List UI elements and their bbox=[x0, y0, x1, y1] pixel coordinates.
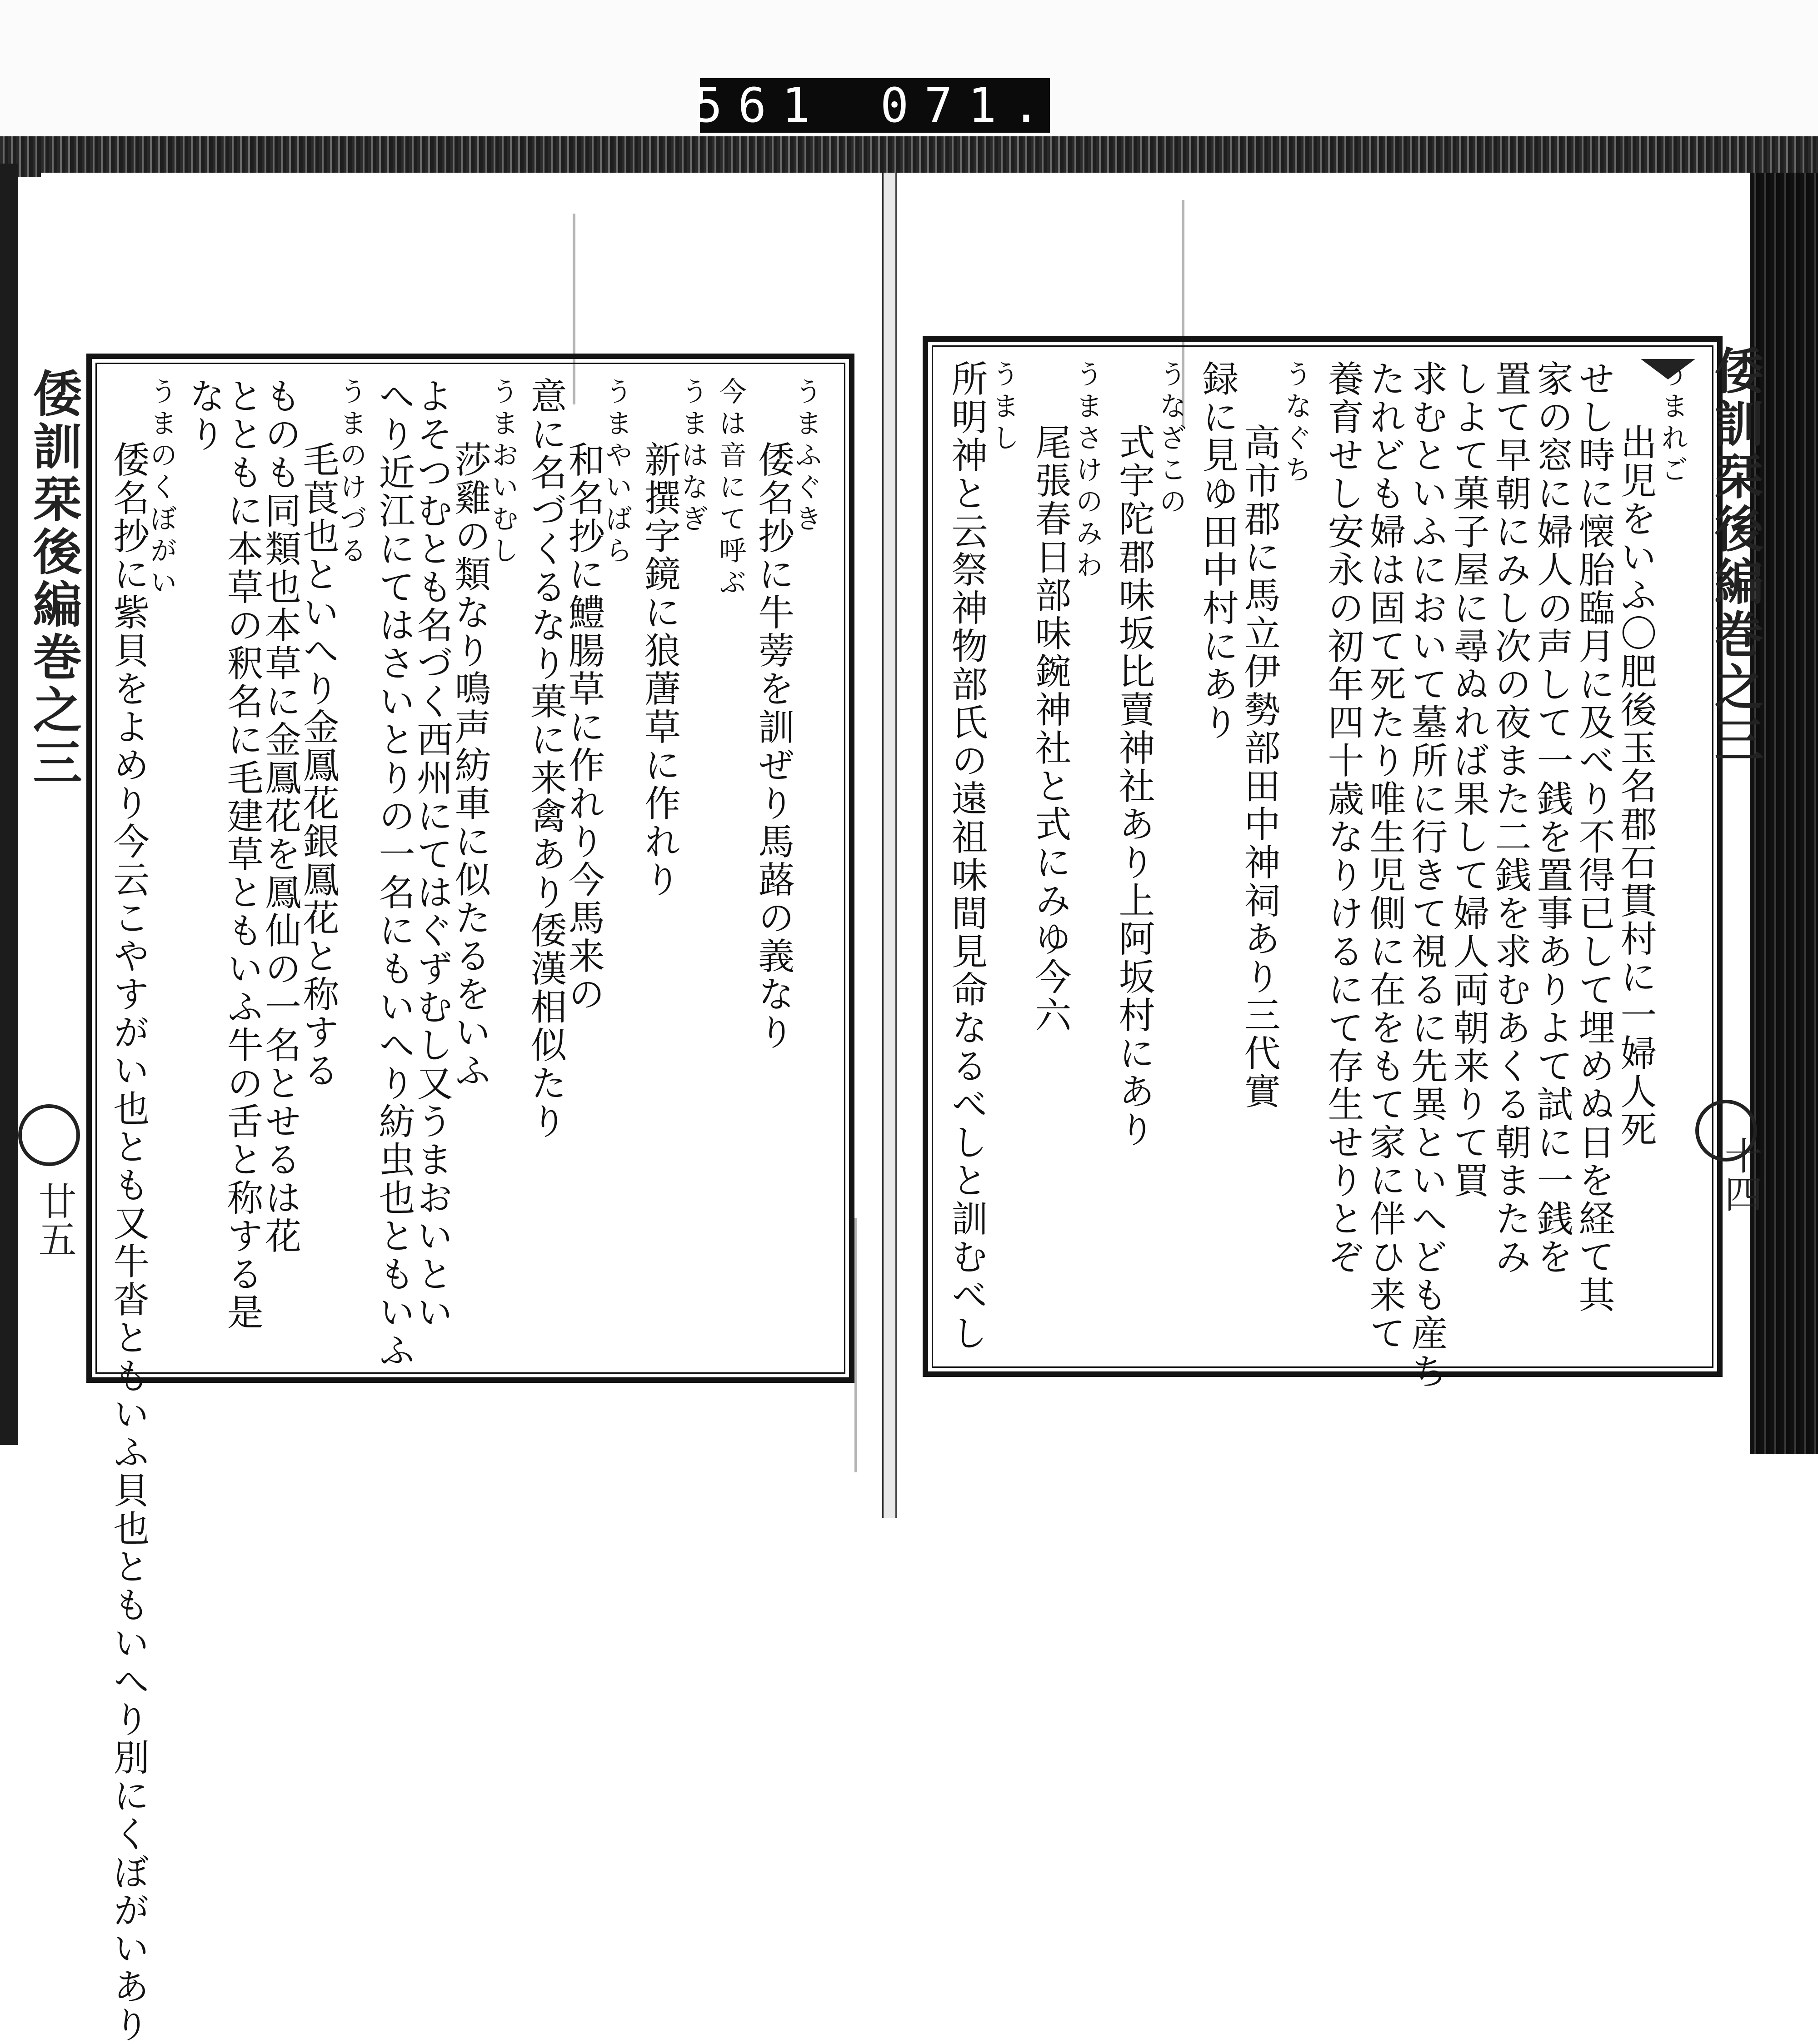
text-column: うまのけづる bbox=[335, 377, 367, 568]
text-column: うまし bbox=[988, 360, 1019, 455]
text-column: うまはなぎ bbox=[676, 377, 709, 536]
text-column: 莎雞の類なり鳴声紡車に似たるをいふ bbox=[449, 441, 491, 1090]
left-ring-mark bbox=[18, 1104, 80, 1166]
text-column: 倭名抄に牛蒡を訓ぜり馬蕗の義なり bbox=[752, 441, 794, 1052]
book-top-edge bbox=[0, 136, 1818, 177]
text-column: うまふぐき bbox=[790, 377, 823, 536]
text-column: うなざこの bbox=[1155, 360, 1187, 519]
paper-crack bbox=[854, 1218, 857, 1472]
text-column: うなぐち bbox=[1280, 360, 1312, 487]
book-gutter bbox=[882, 173, 897, 1518]
text-column: 式宇陀郡味坂比賣神社あり上阿坂村にあり bbox=[1113, 424, 1155, 1149]
text-column: 置て早朝にみし次の夜また二銭を求むあくる朝またみ bbox=[1489, 360, 1531, 1276]
text-column: 出児をいふ〇肥後玉名郡石貫村に一婦人死 bbox=[1614, 424, 1657, 1149]
text-column: うまやいばら bbox=[600, 377, 633, 568]
text-column: 養育せし安永の初年四十歳なりけるにて存生せりとぞ bbox=[1322, 360, 1364, 1276]
text-column: うまれご bbox=[1657, 360, 1688, 487]
text-column: 意に名づくるなり菓に来禽あり倭漢相似たり bbox=[524, 377, 567, 1141]
right-running-title: 倭訓栞後編巻之三 bbox=[1706, 345, 1763, 767]
text-column: うまさけのみわ bbox=[1071, 360, 1103, 583]
text-column: ものも同類也本草に金鳳花を鳳仙の一名とせるは花 bbox=[259, 377, 301, 1255]
text-column: うまのくぼがい bbox=[145, 377, 178, 600]
text-column: 求むといふにおいて墓所に行きて視るに先異といへども産ち bbox=[1405, 360, 1448, 1391]
left-text-frame bbox=[86, 354, 854, 2044]
right-text-frame bbox=[923, 336, 1723, 1391]
text-column: へり近江にてはさいとりの一名にもいへり紡虫也ともいふ bbox=[373, 377, 415, 1370]
text-column: 和名抄に鱧腸草に作れり今馬来の bbox=[562, 441, 605, 1013]
text-column: 今は音にて呼ぶ bbox=[714, 377, 747, 600]
text-column: 家の窓に婦人の声して一銭を置事ありよて試に一銭を bbox=[1531, 360, 1573, 1276]
left-page-number: 廿五 bbox=[32, 1182, 77, 1258]
text-column: なり bbox=[183, 377, 225, 454]
section-marker-icon bbox=[1641, 359, 1695, 379]
text-column: しよて菓子屋に尋ぬれば果して婦人両朝来りて買 bbox=[1447, 360, 1489, 1200]
text-column: 毛莨也といへり金鳳花銀鳳花と称する bbox=[297, 441, 340, 1090]
text-column: よそつむとも名づく西州にてはぐずむし又うまおいとい bbox=[410, 377, 453, 1331]
text-column: せし時に懐胎臨月に及べり不得已して埋めぬ日を経て其 bbox=[1573, 360, 1615, 1314]
text-column: 所明神と云祭神物部氏の遠祖味間見命なるべしと訓むべし bbox=[945, 360, 988, 1352]
text-column: うまおいむし bbox=[487, 377, 519, 568]
text-column: とともに本草の釈名に毛建草ともいふ牛の舌と称する是 bbox=[221, 377, 264, 1331]
text-column: 尾張春日部味鋺神社と式にみゆ今六 bbox=[1029, 424, 1071, 1034]
text-column: たれども婦は固て死たり唯生児側に在をもて家に伴ひ来て bbox=[1364, 360, 1406, 1352]
left-running-title: 倭訓栞後編巻之三 bbox=[25, 368, 82, 790]
catalog-label-right: 071. bbox=[880, 78, 1056, 133]
text-column: 録に見ゆ田中村にあり bbox=[1196, 360, 1239, 742]
catalog-label-left: 561 bbox=[694, 78, 826, 133]
right-page-number: 十四 bbox=[1718, 1136, 1763, 1212]
text-column: 倭名抄に紫貝をよめり今云こやすがい也とも又牛沓ともいふ貝也ともいへり別にくぼがいあり bbox=[107, 441, 150, 2044]
text-column: 高市郡に馬立伊勢部田中神祠あり三代實 bbox=[1238, 424, 1280, 1111]
catalog-label-strip bbox=[694, 78, 1056, 133]
text-column: 新撰字鏡に狼蓎草に作れり bbox=[638, 441, 681, 899]
book-left-edge bbox=[0, 164, 18, 1445]
